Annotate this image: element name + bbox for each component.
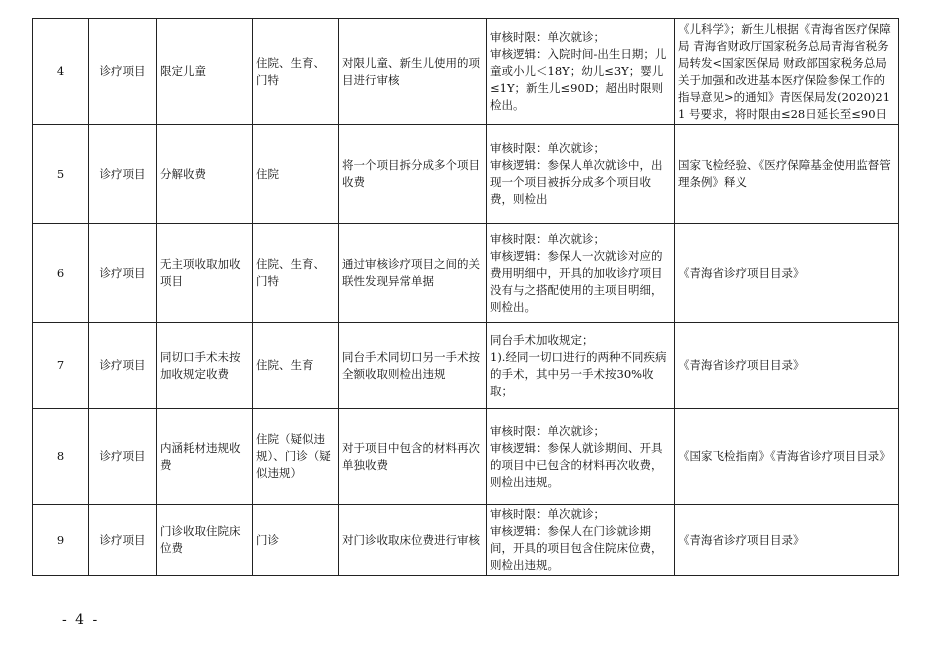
row-description: 同台手术同切口另一手术按全额收取则检出违规 bbox=[339, 323, 487, 409]
row-scenario: 住院（疑似违规）、门诊（疑似违规） bbox=[253, 409, 339, 505]
logic-line: 审核时限：单次就诊； bbox=[490, 141, 605, 155]
row-basis: 国家飞检经验、《医疗保障基金使用监督管理条例》释义 bbox=[675, 125, 899, 224]
row-description: 对于项目中包含的材料再次单独收费 bbox=[339, 409, 487, 505]
row-number: 6 bbox=[33, 224, 89, 323]
row-category: 诊疗项目 bbox=[89, 19, 157, 125]
row-scenario: 门诊 bbox=[253, 505, 339, 576]
table-row bbox=[33, 323, 899, 409]
logic-line: 同台手术加收规定； bbox=[490, 332, 594, 347]
row-logic bbox=[487, 224, 675, 323]
row-number: 4 bbox=[33, 19, 89, 125]
table-row bbox=[33, 224, 899, 323]
row-description: 通过审核诊疗项目之间的关联性发现异常单据 bbox=[339, 224, 487, 323]
page-number: - 4 - bbox=[62, 612, 100, 628]
row-scenario: 住院、生育、门特 bbox=[253, 224, 339, 323]
row-basis: 《青海省诊疗项目目录》 bbox=[675, 323, 899, 409]
row-rule-name: 无主项收取加收项目 bbox=[157, 224, 253, 323]
row-logic bbox=[487, 409, 675, 505]
table-row bbox=[33, 19, 899, 125]
logic-line: 审核时限：单次就诊； bbox=[490, 507, 605, 521]
row-description: 将一个项目拆分成多个项目收费 bbox=[339, 125, 487, 224]
logic-line: 审核逻辑：参保人就诊期间、开具的项目中已包含的材料再次收费，则检出违规。 bbox=[490, 440, 663, 489]
row-scenario: 住院、生育、门特 bbox=[253, 19, 339, 125]
table-row bbox=[33, 409, 899, 505]
table-row bbox=[33, 505, 899, 576]
row-basis: 《儿科学》；新生儿根据《青海省医疗保障局 青海省财政厅国家税务总局青海省税务局转发<国家医保局 财政部国家税务总局关于加强和改进基本医疗保险参保工作的指导意见>的通知》青医保局发(2020)211 号要求，将时限由≤28日延长至≤90日 bbox=[675, 19, 899, 125]
row-logic bbox=[487, 125, 675, 224]
row-logic bbox=[487, 323, 675, 409]
row-basis: 《国家飞检指南》《青海省诊疗项目目录》 bbox=[675, 409, 899, 505]
row-scenario: 住院 bbox=[253, 125, 339, 224]
logic-line: 审核时限：单次就诊； bbox=[490, 423, 605, 438]
row-basis: 《青海省诊疗项目目录》 bbox=[675, 505, 899, 576]
row-category: 诊疗项目 bbox=[89, 224, 157, 323]
logic-line: 审核逻辑：入院时间-出生日期；儿童或小儿＜18Y；幼儿≤3Y；婴儿≤1Y；新生儿≤90D；超出时限则检出。 bbox=[490, 47, 667, 112]
logic-line: 审核时限：单次就诊； bbox=[490, 30, 605, 44]
row-logic bbox=[487, 19, 675, 125]
row-basis: 《青海省诊疗项目目录》 bbox=[675, 224, 899, 323]
logic-line: 审核逻辑：参保人在门诊就诊期间，开具的项目包含住院床位费，则检出违规。 bbox=[490, 524, 663, 572]
row-category: 诊疗项目 bbox=[89, 505, 157, 576]
table-row bbox=[33, 125, 899, 224]
row-rule-name: 同切口手术未按加收规定收费 bbox=[157, 323, 253, 409]
row-number: 5 bbox=[33, 125, 89, 224]
rules-table bbox=[32, 18, 899, 576]
row-category: 诊疗项目 bbox=[89, 323, 157, 409]
row-rule-name: 内涵耗材违规收费 bbox=[157, 409, 253, 505]
row-rule-name: 门诊收取住院床位费 bbox=[157, 505, 253, 576]
row-number: 9 bbox=[33, 505, 89, 576]
row-description: 对门诊收取床位费进行审核 bbox=[339, 505, 487, 576]
row-number: 7 bbox=[33, 323, 89, 409]
row-category: 诊疗项目 bbox=[89, 409, 157, 505]
row-rule-name: 分解收费 bbox=[157, 125, 253, 224]
logic-line: 审核逻辑：参保人一次就诊对应的费用明细中，开具的加收诊疗项目没有与之搭配使用的主项目明细，则检出。 bbox=[490, 248, 663, 314]
logic-line: 1).经同一切口进行的两种不同疾病的手术，其中另一手术按30%收取； bbox=[490, 349, 667, 398]
row-scenario: 住院、生育 bbox=[253, 323, 339, 409]
logic-line: 审核时限：单次就诊； bbox=[490, 231, 605, 246]
row-number: 8 bbox=[33, 409, 89, 505]
row-description: 对限儿童、新生儿使用的项目进行审核 bbox=[339, 19, 487, 125]
row-rule-name: 限定儿童 bbox=[157, 19, 253, 125]
row-category: 诊疗项目 bbox=[89, 125, 157, 224]
row-logic bbox=[487, 505, 675, 576]
logic-line: 审核逻辑：参保人单次就诊中，出现一个项目被拆分成多个项目收费，则检出 bbox=[490, 158, 663, 206]
